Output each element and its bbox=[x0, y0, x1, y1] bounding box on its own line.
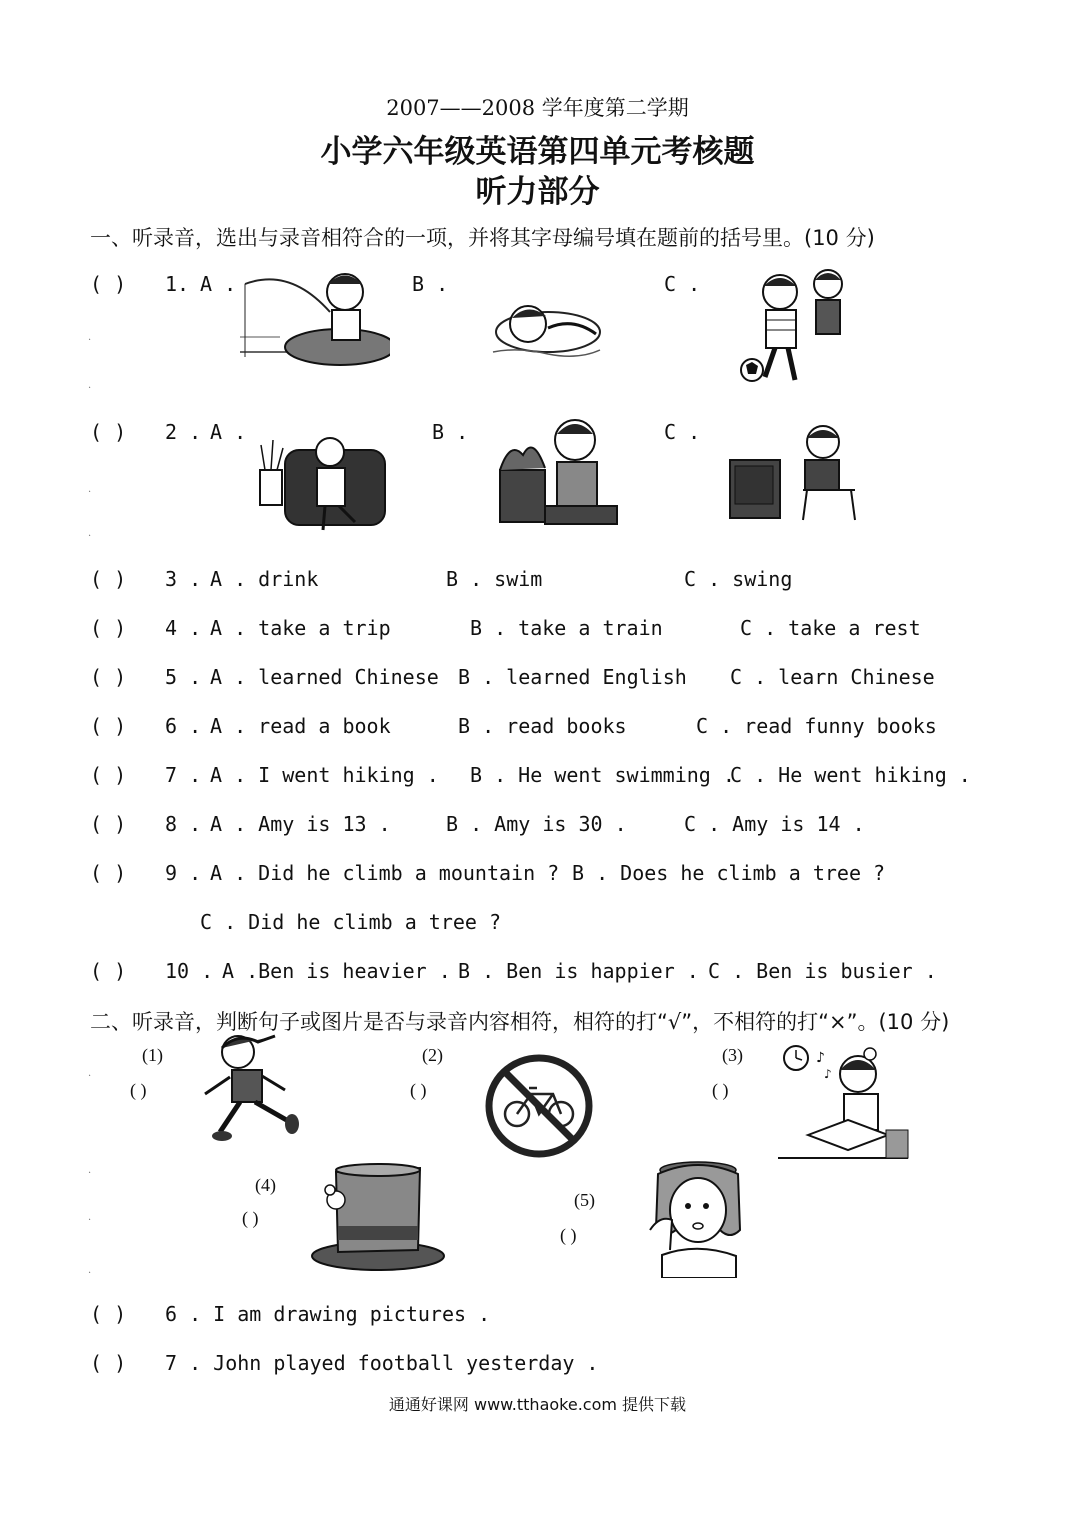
q2-number: 2 . bbox=[165, 420, 202, 444]
s6-text: 6 . I am drawing pictures . bbox=[165, 1302, 491, 1326]
q1-number: 1. bbox=[165, 272, 190, 296]
football-boys-picture bbox=[740, 262, 860, 387]
part2-instruction: 二、听录音，判断句子或图片是否与录音内容相符，相符的打“√”，不相符的打“×”。(10 分) bbox=[90, 1010, 950, 1034]
q5-option-c: C . learn Chinese bbox=[730, 665, 935, 689]
q9-option-c: C . Did he climb a tree ? bbox=[200, 910, 502, 934]
q9-paren: ( ) bbox=[90, 861, 127, 885]
q3-option-c: C . swing bbox=[684, 567, 793, 591]
q4-option-a: A . take a trip bbox=[210, 616, 391, 640]
s7-text: 7 . John played football yesterday . bbox=[165, 1351, 599, 1375]
girl-watering-plant-picture bbox=[495, 410, 620, 528]
q6-option-b: B . read books bbox=[458, 714, 627, 738]
q3-number: 3 . bbox=[165, 567, 202, 591]
pic5-number: (5) bbox=[574, 1190, 595, 1210]
q1-option-a-label: A . bbox=[200, 272, 237, 296]
pic2-number: (2) bbox=[422, 1045, 443, 1065]
pic4-answer-paren[interactable]: ( ) bbox=[242, 1208, 259, 1228]
q1-paren: ( ) bbox=[90, 272, 127, 296]
q3-option-a: A . drink bbox=[210, 567, 319, 591]
svg-text:♪: ♪ bbox=[824, 1067, 832, 1081]
q1-option-c-label: C . bbox=[664, 272, 701, 296]
pic3-answer-paren[interactable]: ( ) bbox=[712, 1080, 729, 1100]
part1-instruction: 一、听录音，选出与录音相符合的一项，并将其字母编号填在题前的括号里。(10 分) bbox=[90, 226, 875, 250]
q7-option-c: C . He went hiking . bbox=[730, 763, 971, 787]
q8-option-b: B . Amy is 30 . bbox=[446, 812, 627, 836]
pic1-number: (1) bbox=[142, 1045, 163, 1065]
footer: 通通好课网 www.tthaoke.com 提供下载 bbox=[388, 1395, 687, 1414]
q4-paren: ( ) bbox=[90, 616, 127, 640]
running-girl-picture bbox=[200, 1032, 300, 1144]
svg-text:♪: ♪ bbox=[816, 1050, 825, 1066]
q7-number: 7 . bbox=[165, 763, 202, 787]
q6-option-a: A . read a book bbox=[210, 714, 391, 738]
s7-paren[interactable]: ( ) bbox=[90, 1351, 127, 1375]
q8-paren: ( ) bbox=[90, 812, 127, 836]
q3-option-b: B . swim bbox=[446, 567, 543, 591]
pic3-number: (3) bbox=[722, 1045, 743, 1065]
q9-number: 9 . bbox=[165, 861, 202, 885]
q7-option-a: A . I went hiking . bbox=[210, 763, 439, 787]
q3-paren: ( ) bbox=[90, 567, 127, 591]
girl-on-sofa-picture bbox=[255, 430, 390, 540]
fishing-boy-picture bbox=[240, 262, 390, 370]
q5-number: 5 . bbox=[165, 665, 202, 689]
q2-option-b-label: B . bbox=[432, 420, 469, 444]
q7-option-b: B . He went swimming . bbox=[470, 763, 735, 787]
q8-option-c: C . Amy is 14 . bbox=[684, 812, 865, 836]
swimming-boy-picture bbox=[488, 292, 603, 364]
q9-option-a: A . Did he climb a mountain ? bbox=[210, 861, 560, 885]
q2-paren: ( ) bbox=[90, 420, 127, 444]
q1-option-b-label: B . bbox=[412, 272, 449, 296]
q5-option-a: A . learned Chinese bbox=[210, 665, 439, 689]
q4-number: 4 . bbox=[165, 616, 202, 640]
q5-option-b: B . learned English bbox=[458, 665, 687, 689]
q10-number: 10 . bbox=[165, 959, 214, 983]
q7-paren: ( ) bbox=[90, 763, 127, 787]
q10-option-a: A .Ben is heavier . bbox=[222, 959, 451, 983]
q10-paren: ( ) bbox=[90, 959, 127, 983]
girl-singing-reading-picture bbox=[778, 1040, 910, 1162]
q9-option-b: B . Does he climb a tree ? bbox=[572, 861, 886, 885]
q4-option-b: B . take a train bbox=[470, 616, 663, 640]
pic1-answer-paren[interactable]: ( ) bbox=[130, 1080, 147, 1100]
no-bicycle-sign-picture bbox=[485, 1054, 593, 1158]
q2-option-a-label: A . bbox=[210, 420, 247, 444]
q6-number: 6 . bbox=[165, 714, 202, 738]
q6-paren: ( ) bbox=[90, 714, 127, 738]
s6-paren[interactable]: ( ) bbox=[90, 1302, 127, 1326]
q8-option-a: A . Amy is 13 . bbox=[210, 812, 391, 836]
q10-option-c: C . Ben is busier . bbox=[708, 959, 937, 983]
pic5-answer-paren[interactable]: ( ) bbox=[560, 1225, 577, 1245]
exam-year: 2007——2008 学年度第二学期 bbox=[386, 96, 689, 120]
page-subtitle: 听力部分 bbox=[475, 174, 600, 210]
worried-girl-picture bbox=[640, 1160, 750, 1278]
q2-option-c-label: C . bbox=[664, 420, 701, 444]
q4-option-c: C . take a rest bbox=[740, 616, 921, 640]
q8-number: 8 . bbox=[165, 812, 202, 836]
q5-paren: ( ) bbox=[90, 665, 127, 689]
boy-watching-tv-picture bbox=[725, 420, 860, 522]
hat-picture bbox=[308, 1160, 448, 1272]
pic4-number: (4) bbox=[255, 1175, 276, 1195]
page-title: 小学六年级英语第四单元考核题 bbox=[320, 134, 755, 170]
q10-option-b: B . Ben is happier . bbox=[458, 959, 699, 983]
q6-option-c: C . read funny books bbox=[696, 714, 937, 738]
pic2-answer-paren[interactable]: ( ) bbox=[410, 1080, 427, 1100]
